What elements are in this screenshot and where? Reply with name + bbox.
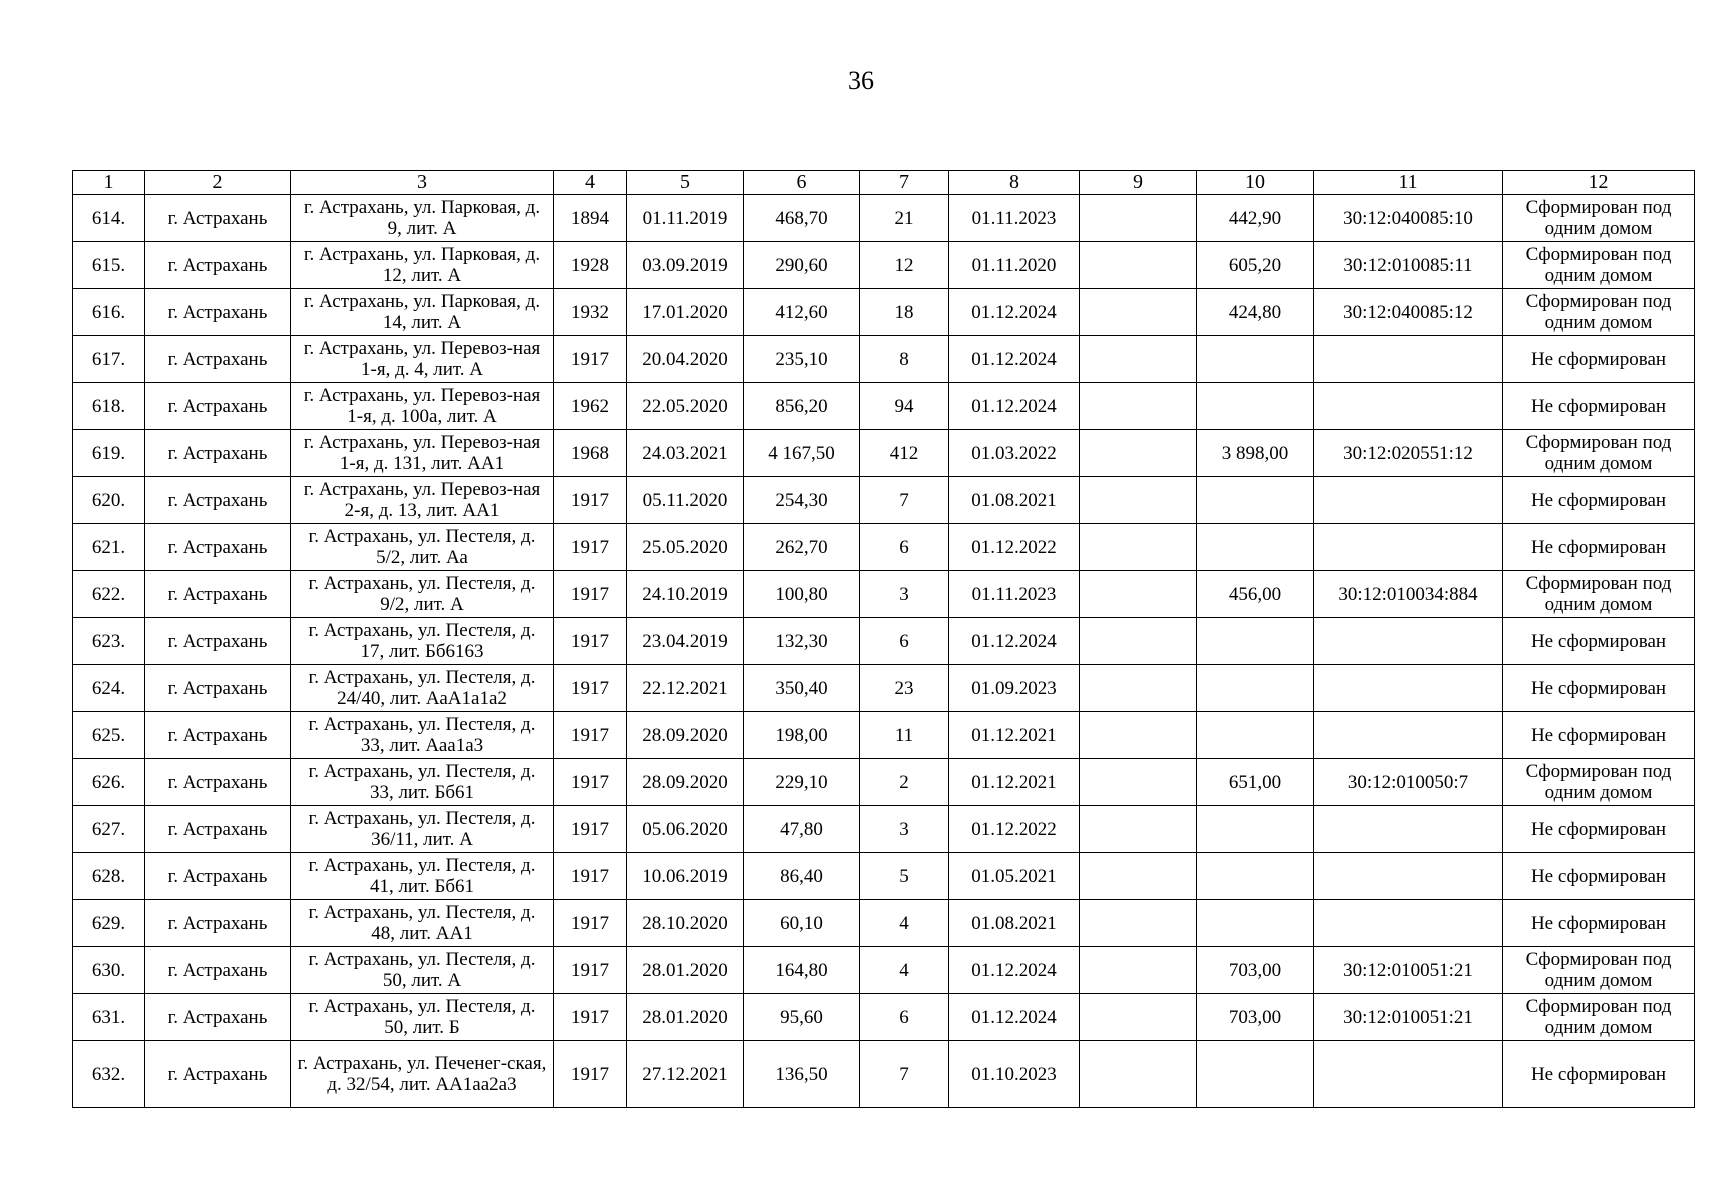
date-cell: 23.04.2019 (627, 618, 744, 665)
address-cell: г. Астрахань, ул. Пестеля, д. 48, лит. АА1 (291, 900, 554, 947)
address-cell: г. Астрахань, ул. Пестеля, д. 24/40, лит. АаА1а1а2 (291, 665, 554, 712)
area-cell: 468,70 (744, 195, 860, 242)
column-number-row (73, 171, 1695, 195)
area-cell: 164,80 (744, 947, 860, 994)
land-status-cell: Не сформирован (1503, 900, 1695, 947)
residents-count-cell: 412 (860, 430, 949, 477)
year-built-cell: 1917 (554, 665, 627, 712)
land-area-cell: 605,20 (1197, 242, 1314, 289)
table-row (73, 430, 1695, 477)
residents-count-cell: 3 (860, 571, 949, 618)
area-cell: 95,60 (744, 994, 860, 1041)
table-body (73, 171, 1695, 1108)
cadastral-number-cell: 30:12:040085:12 (1314, 289, 1503, 336)
column-9-cell (1080, 1041, 1197, 1108)
table-row (73, 994, 1695, 1041)
cadastral-number-cell (1314, 900, 1503, 947)
planned-date-cell: 01.12.2021 (949, 712, 1080, 759)
row-number-cell: 632. (73, 1041, 145, 1108)
land-status-cell: Не сформирован (1503, 853, 1695, 900)
year-built-cell: 1917 (554, 900, 627, 947)
city-cell: г. Астрахань (145, 477, 291, 524)
city-cell: г. Астрахань (145, 289, 291, 336)
land-area-cell: 442,90 (1197, 195, 1314, 242)
planned-date-cell: 01.12.2024 (949, 383, 1080, 430)
page-number: 36 (848, 66, 874, 95)
area-cell: 60,10 (744, 900, 860, 947)
column-9-cell (1080, 806, 1197, 853)
land-status-cell: Не сформирован (1503, 665, 1695, 712)
address-cell: г. Астрахань, ул. Перевоз-ная 1-я, д. 100а, лит. А (291, 383, 554, 430)
cadastral-number-cell: 30:12:010051:21 (1314, 994, 1503, 1041)
row-number-cell: 615. (73, 242, 145, 289)
residents-count-cell: 94 (860, 383, 949, 430)
address-cell: г. Астрахань, ул. Пестеля, д. 33, лит. Бб61 (291, 759, 554, 806)
cadastral-number-cell (1314, 618, 1503, 665)
cadastral-number-cell: 30:12:040085:10 (1314, 195, 1503, 242)
city-cell: г. Астрахань (145, 571, 291, 618)
table-row (73, 806, 1695, 853)
column-9-cell (1080, 759, 1197, 806)
row-number-cell: 620. (73, 477, 145, 524)
column-number: 7 (860, 171, 949, 195)
table-row (73, 665, 1695, 712)
column-9-cell (1080, 289, 1197, 336)
residents-count-cell: 2 (860, 759, 949, 806)
city-cell: г. Астрахань (145, 242, 291, 289)
planned-date-cell: 01.12.2022 (949, 806, 1080, 853)
cadastral-number-cell (1314, 477, 1503, 524)
land-status-cell: Не сформирован (1503, 1041, 1695, 1108)
residents-count-cell: 12 (860, 242, 949, 289)
land-area-cell (1197, 1041, 1314, 1108)
land-area-cell (1197, 900, 1314, 947)
city-cell: г. Астрахань (145, 994, 291, 1041)
year-built-cell: 1968 (554, 430, 627, 477)
land-status-cell: Сформирован под одним домом (1503, 430, 1695, 477)
column-9-cell (1080, 195, 1197, 242)
date-cell: 24.10.2019 (627, 571, 744, 618)
year-built-cell: 1917 (554, 759, 627, 806)
land-area-cell: 456,00 (1197, 571, 1314, 618)
address-cell: г. Астрахань, ул. Пестеля, д. 9/2, лит. А (291, 571, 554, 618)
column-9-cell (1080, 571, 1197, 618)
year-built-cell: 1917 (554, 524, 627, 571)
area-cell: 100,80 (744, 571, 860, 618)
year-built-cell: 1932 (554, 289, 627, 336)
column-number: 1 (73, 171, 145, 195)
city-cell: г. Астрахань (145, 665, 291, 712)
area-cell: 47,80 (744, 806, 860, 853)
row-number-cell: 624. (73, 665, 145, 712)
year-built-cell: 1962 (554, 383, 627, 430)
city-cell: г. Астрахань (145, 853, 291, 900)
year-built-cell: 1917 (554, 1041, 627, 1108)
residents-count-cell: 4 (860, 900, 949, 947)
address-cell: г. Астрахань, ул. Пестеля, д. 50, лит. А (291, 947, 554, 994)
address-cell: г. Астрахань, ул. Парковая, д. 14, лит. А (291, 289, 554, 336)
residents-count-cell: 7 (860, 477, 949, 524)
table-row (73, 383, 1695, 430)
address-cell: г. Астрахань, ул. Парковая, д. 9, лит. А (291, 195, 554, 242)
date-cell: 25.05.2020 (627, 524, 744, 571)
residents-count-cell: 5 (860, 853, 949, 900)
year-built-cell: 1894 (554, 195, 627, 242)
date-cell: 24.03.2021 (627, 430, 744, 477)
address-cell: г. Астрахань, ул. Пестеля, д. 36/11, лит. А (291, 806, 554, 853)
planned-date-cell: 01.08.2021 (949, 477, 1080, 524)
year-built-cell: 1917 (554, 618, 627, 665)
column-number: 11 (1314, 171, 1503, 195)
column-9-cell (1080, 242, 1197, 289)
date-cell: 28.09.2020 (627, 712, 744, 759)
land-area-cell (1197, 477, 1314, 524)
cadastral-number-cell (1314, 524, 1503, 571)
land-area-cell (1197, 853, 1314, 900)
date-cell: 22.12.2021 (627, 665, 744, 712)
year-built-cell: 1917 (554, 853, 627, 900)
land-area-cell: 651,00 (1197, 759, 1314, 806)
year-built-cell: 1917 (554, 477, 627, 524)
planned-date-cell: 01.12.2022 (949, 524, 1080, 571)
row-number-cell: 614. (73, 195, 145, 242)
land-status-cell: Сформирован под одним домом (1503, 289, 1695, 336)
area-cell: 350,40 (744, 665, 860, 712)
year-built-cell: 1917 (554, 947, 627, 994)
land-area-cell (1197, 665, 1314, 712)
row-number-cell: 618. (73, 383, 145, 430)
land-area-cell: 3 898,00 (1197, 430, 1314, 477)
land-area-cell: 703,00 (1197, 994, 1314, 1041)
area-cell: 198,00 (744, 712, 860, 759)
cadastral-number-cell (1314, 853, 1503, 900)
column-9-cell (1080, 618, 1197, 665)
land-area-cell: 703,00 (1197, 947, 1314, 994)
address-cell: г. Астрахань, ул. Пестеля, д. 17, лит. Бб6163 (291, 618, 554, 665)
cadastral-number-cell (1314, 665, 1503, 712)
year-built-cell: 1917 (554, 994, 627, 1041)
table-row (73, 618, 1695, 665)
column-9-cell (1080, 383, 1197, 430)
planned-date-cell: 01.11.2020 (949, 242, 1080, 289)
cadastral-number-cell: 30:12:020551:12 (1314, 430, 1503, 477)
cadastral-number-cell: 30:12:010051:21 (1314, 947, 1503, 994)
area-cell: 856,20 (744, 383, 860, 430)
planned-date-cell: 01.08.2021 (949, 900, 1080, 947)
row-number-cell: 628. (73, 853, 145, 900)
land-status-cell: Сформирован под одним домом (1503, 242, 1695, 289)
date-cell: 28.01.2020 (627, 994, 744, 1041)
housing-registry-table (72, 170, 1695, 1108)
planned-date-cell: 01.12.2024 (949, 289, 1080, 336)
land-status-cell: Не сформирован (1503, 524, 1695, 571)
date-cell: 28.10.2020 (627, 900, 744, 947)
year-built-cell: 1928 (554, 242, 627, 289)
date-cell: 20.04.2020 (627, 336, 744, 383)
table-row (73, 900, 1695, 947)
land-area-cell (1197, 524, 1314, 571)
column-9-cell (1080, 336, 1197, 383)
planned-date-cell: 01.12.2024 (949, 994, 1080, 1041)
area-cell: 132,30 (744, 618, 860, 665)
address-cell: г. Астрахань, ул. Перевоз-ная 2-я, д. 13, лит. АА1 (291, 477, 554, 524)
table-row (73, 571, 1695, 618)
column-number: 5 (627, 171, 744, 195)
planned-date-cell: 01.12.2024 (949, 618, 1080, 665)
cadastral-number-cell (1314, 1041, 1503, 1108)
cadastral-number-cell (1314, 383, 1503, 430)
column-9-cell (1080, 665, 1197, 712)
row-number-cell: 623. (73, 618, 145, 665)
land-area-cell (1197, 383, 1314, 430)
planned-date-cell: 01.11.2023 (949, 195, 1080, 242)
row-number-cell: 616. (73, 289, 145, 336)
cadastral-number-cell (1314, 336, 1503, 383)
land-status-cell: Не сформирован (1503, 336, 1695, 383)
date-cell: 01.11.2019 (627, 195, 744, 242)
residents-count-cell: 21 (860, 195, 949, 242)
year-built-cell: 1917 (554, 336, 627, 383)
land-area-cell (1197, 336, 1314, 383)
date-cell: 05.06.2020 (627, 806, 744, 853)
area-cell: 229,10 (744, 759, 860, 806)
planned-date-cell: 01.09.2023 (949, 665, 1080, 712)
residents-count-cell: 23 (860, 665, 949, 712)
cadastral-number-cell (1314, 712, 1503, 759)
table-row (73, 853, 1695, 900)
column-9-cell (1080, 712, 1197, 759)
land-area-cell (1197, 806, 1314, 853)
residents-count-cell: 6 (860, 618, 949, 665)
planned-date-cell: 01.10.2023 (949, 1041, 1080, 1108)
column-number: 12 (1503, 171, 1695, 195)
city-cell: г. Астрахань (145, 383, 291, 430)
table-row (73, 524, 1695, 571)
address-cell: г. Астрахань, ул. Печенег-ская, д. 32/54, лит. АА1аа2а3 (291, 1041, 554, 1108)
address-cell: г. Астрахань, ул. Перевоз-ная 1-я, д. 131, лит. АА1 (291, 430, 554, 477)
land-status-cell: Сформирован под одним домом (1503, 195, 1695, 242)
row-number-cell: 619. (73, 430, 145, 477)
area-cell: 262,70 (744, 524, 860, 571)
city-cell: г. Астрахань (145, 195, 291, 242)
land-status-cell: Не сформирован (1503, 712, 1695, 759)
land-status-cell: Сформирован под одним домом (1503, 571, 1695, 618)
column-number: 6 (744, 171, 860, 195)
year-built-cell: 1917 (554, 712, 627, 759)
date-cell: 05.11.2020 (627, 477, 744, 524)
area-cell: 235,10 (744, 336, 860, 383)
land-area-cell: 424,80 (1197, 289, 1314, 336)
year-built-cell: 1917 (554, 571, 627, 618)
date-cell: 22.05.2020 (627, 383, 744, 430)
column-9-cell (1080, 994, 1197, 1041)
row-number-cell: 630. (73, 947, 145, 994)
year-built-cell: 1917 (554, 806, 627, 853)
cadastral-number-cell: 30:12:010034:884 (1314, 571, 1503, 618)
address-cell: г. Астрахань, ул. Перевоз-ная 1-я, д. 4, лит. А (291, 336, 554, 383)
address-cell: г. Астрахань, ул. Пестеля, д. 41, лит. Бб61 (291, 853, 554, 900)
table-row (73, 1041, 1695, 1108)
area-cell: 290,60 (744, 242, 860, 289)
city-cell: г. Астрахань (145, 806, 291, 853)
residents-count-cell: 7 (860, 1041, 949, 1108)
city-cell: г. Астрахань (145, 524, 291, 571)
table-row (73, 195, 1695, 242)
date-cell: 17.01.2020 (627, 289, 744, 336)
residents-count-cell: 8 (860, 336, 949, 383)
table-row (73, 759, 1695, 806)
column-9-cell (1080, 947, 1197, 994)
column-9-cell (1080, 524, 1197, 571)
row-number-cell: 622. (73, 571, 145, 618)
column-number: 4 (554, 171, 627, 195)
date-cell: 28.01.2020 (627, 947, 744, 994)
area-cell: 86,40 (744, 853, 860, 900)
land-area-cell (1197, 712, 1314, 759)
land-status-cell: Не сформирован (1503, 383, 1695, 430)
row-number-cell: 617. (73, 336, 145, 383)
land-status-cell: Сформирован под одним домом (1503, 759, 1695, 806)
column-9-cell (1080, 853, 1197, 900)
city-cell: г. Астрахань (145, 430, 291, 477)
city-cell: г. Астрахань (145, 712, 291, 759)
residents-count-cell: 18 (860, 289, 949, 336)
area-cell: 4 167,50 (744, 430, 860, 477)
city-cell: г. Астрахань (145, 618, 291, 665)
date-cell: 03.09.2019 (627, 242, 744, 289)
land-status-cell: Не сформирован (1503, 618, 1695, 665)
planned-date-cell: 01.12.2021 (949, 759, 1080, 806)
land-status-cell: Сформирован под одним домом (1503, 994, 1695, 1041)
address-cell: г. Астрахань, ул. Парковая, д. 12, лит. А (291, 242, 554, 289)
address-cell: г. Астрахань, ул. Пестеля, д. 33, лит. Ааа1а3 (291, 712, 554, 759)
column-9-cell (1080, 430, 1197, 477)
planned-date-cell: 01.12.2024 (949, 336, 1080, 383)
cadastral-number-cell: 30:12:010085:11 (1314, 242, 1503, 289)
area-cell: 412,60 (744, 289, 860, 336)
row-number-cell: 625. (73, 712, 145, 759)
row-number-cell: 631. (73, 994, 145, 1041)
date-cell: 10.06.2019 (627, 853, 744, 900)
column-number: 3 (291, 171, 554, 195)
column-number: 9 (1080, 171, 1197, 195)
address-cell: г. Астрахань, ул. Пестеля, д. 50, лит. Б (291, 994, 554, 1041)
column-number: 10 (1197, 171, 1314, 195)
table-row (73, 712, 1695, 759)
table-row (73, 242, 1695, 289)
column-9-cell (1080, 900, 1197, 947)
row-number-cell: 629. (73, 900, 145, 947)
land-status-cell: Не сформирован (1503, 806, 1695, 853)
address-cell: г. Астрахань, ул. Пестеля, д. 5/2, лит. Аа (291, 524, 554, 571)
row-number-cell: 627. (73, 806, 145, 853)
residents-count-cell: 11 (860, 712, 949, 759)
area-cell: 254,30 (744, 477, 860, 524)
city-cell: г. Астрахань (145, 900, 291, 947)
cadastral-number-cell (1314, 806, 1503, 853)
city-cell: г. Астрахань (145, 947, 291, 994)
row-number-cell: 626. (73, 759, 145, 806)
area-cell: 136,50 (744, 1041, 860, 1108)
column-9-cell (1080, 477, 1197, 524)
land-status-cell: Не сформирован (1503, 477, 1695, 524)
table-row (73, 336, 1695, 383)
planned-date-cell: 01.03.2022 (949, 430, 1080, 477)
table-row (73, 289, 1695, 336)
residents-count-cell: 6 (860, 524, 949, 571)
residents-count-cell: 6 (860, 994, 949, 1041)
table-row (73, 477, 1695, 524)
planned-date-cell: 01.05.2021 (949, 853, 1080, 900)
city-cell: г. Астрахань (145, 759, 291, 806)
column-number: 2 (145, 171, 291, 195)
column-number: 8 (949, 171, 1080, 195)
land-status-cell: Сформирован под одним домом (1503, 947, 1695, 994)
cadastral-number-cell: 30:12:010050:7 (1314, 759, 1503, 806)
date-cell: 28.09.2020 (627, 759, 744, 806)
table-row (73, 947, 1695, 994)
planned-date-cell: 01.12.2024 (949, 947, 1080, 994)
row-number-cell: 621. (73, 524, 145, 571)
planned-date-cell: 01.11.2023 (949, 571, 1080, 618)
residents-count-cell: 4 (860, 947, 949, 994)
date-cell: 27.12.2021 (627, 1041, 744, 1108)
city-cell: г. Астрахань (145, 1041, 291, 1108)
land-area-cell (1197, 618, 1314, 665)
city-cell: г. Астрахань (145, 336, 291, 383)
residents-count-cell: 3 (860, 806, 949, 853)
